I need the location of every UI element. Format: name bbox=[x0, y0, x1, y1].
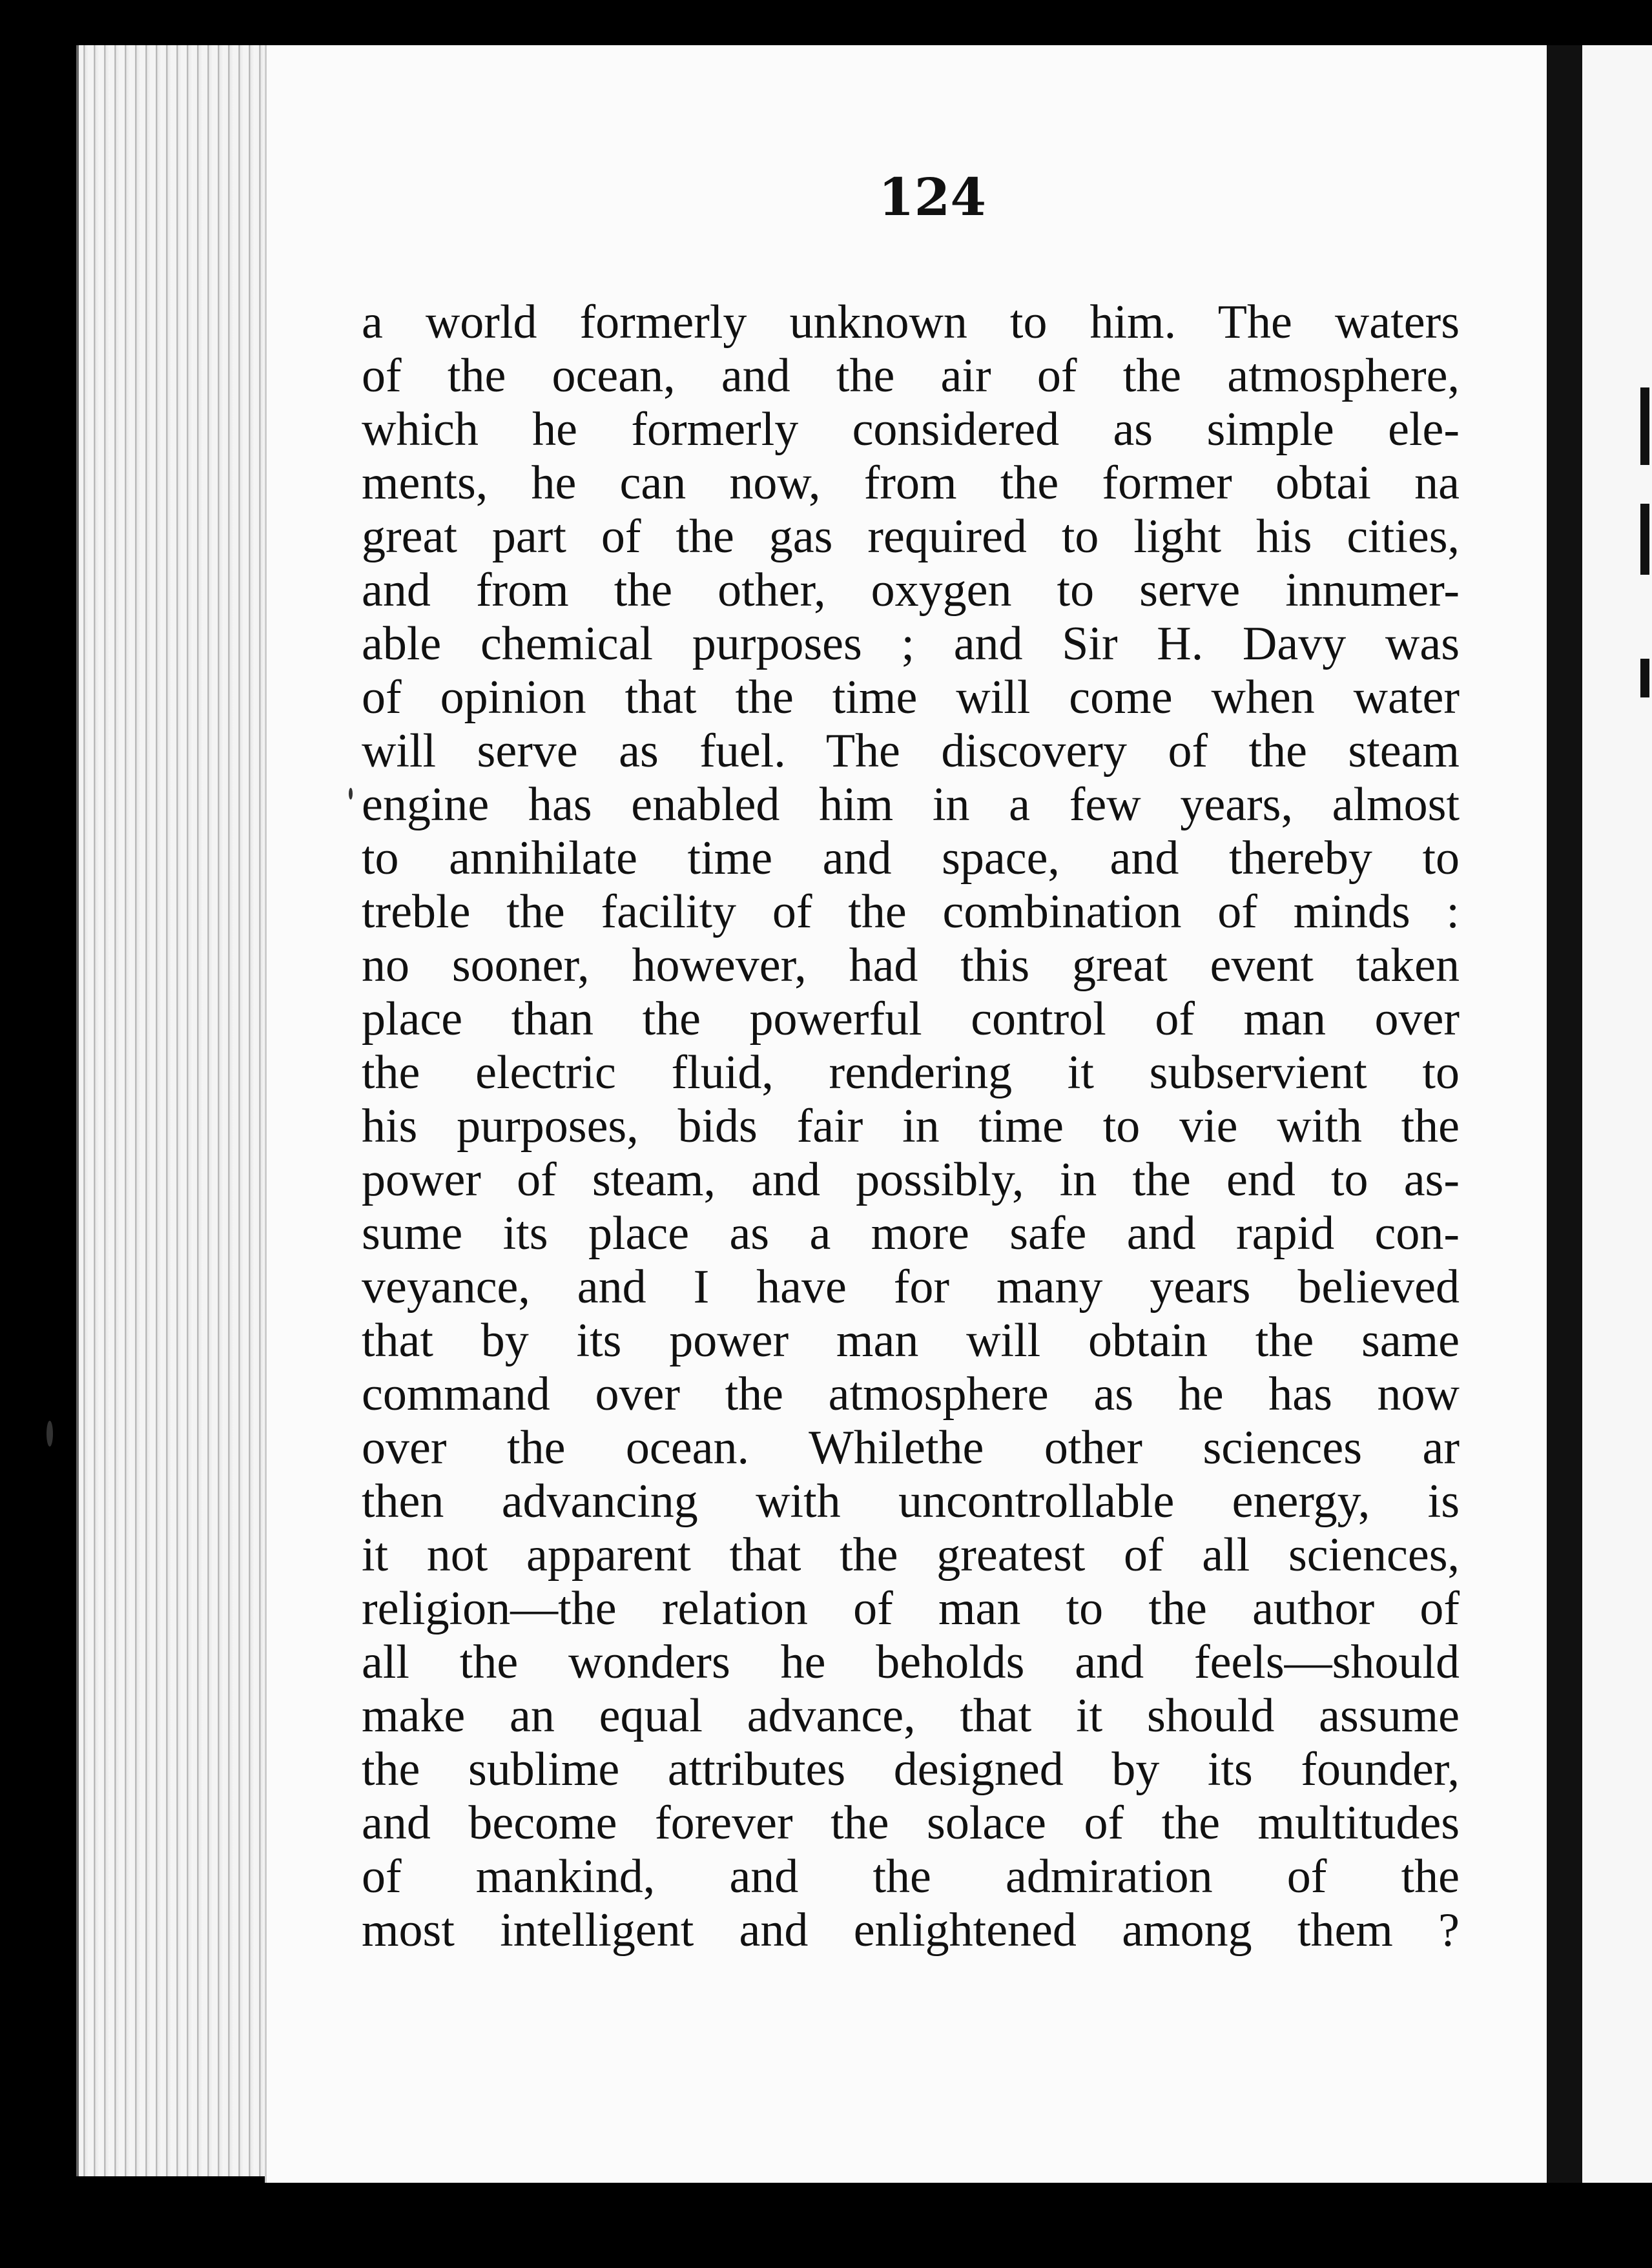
text-line: the sublime attributes designed by its founder, bbox=[362, 1743, 1460, 1796]
text-line: and from the other, oxygen to serve innumer- bbox=[362, 564, 1460, 617]
text-line: command over the atmosphere as he has now bbox=[362, 1368, 1460, 1421]
facing-page-ink-mark bbox=[1640, 387, 1649, 465]
text-line: religion—the relation of man to the author of bbox=[362, 1582, 1460, 1635]
text-line: make an equal advance, that it should assume bbox=[362, 1689, 1460, 1742]
text-line: all the wonders he beholds and feels—should bbox=[362, 1636, 1460, 1689]
scan-speck bbox=[349, 788, 353, 799]
text-line: of mankind, and the admiration of the bbox=[362, 1850, 1460, 1903]
text-line: most intelligent and enlightened among them ? bbox=[362, 1904, 1460, 1957]
text-line: the electric fluid, rendering it subservient to bbox=[362, 1046, 1460, 1099]
gutter-shadow bbox=[1547, 45, 1582, 2183]
text-line: able chemical purposes ; and Sir H. Davy was bbox=[362, 617, 1460, 670]
facing-page-ink-mark bbox=[1640, 504, 1649, 575]
text-line: that by its power man will obtain the same bbox=[362, 1314, 1460, 1367]
scan-border-bottom bbox=[0, 2183, 1652, 2268]
text-line: place than the powerful control of man over bbox=[362, 993, 1460, 1046]
text-line: great part of the gas required to light his cities, bbox=[362, 510, 1460, 563]
text-line: and become forever the solace of the multitudes bbox=[362, 1797, 1460, 1850]
text-line: engine has enabled him in a few years, almost bbox=[362, 778, 1460, 831]
page-edges-stack bbox=[76, 45, 273, 2176]
text-line: his purposes, bids fair in time to vie with the bbox=[362, 1100, 1460, 1153]
text-line: over the ocean. Whilethe other sciences ar bbox=[362, 1421, 1460, 1474]
text-line: sume its place as a more safe and rapid con- bbox=[362, 1207, 1460, 1260]
text-line: it not apparent that the greatest of all sciences, bbox=[362, 1529, 1460, 1582]
text-line: a world formerly unknown to him. The waters bbox=[362, 296, 1460, 349]
facing-page-ink-mark bbox=[1640, 659, 1649, 697]
text-line: power of steam, and possibly, in the end to as- bbox=[362, 1153, 1460, 1206]
scan-speck bbox=[46, 1421, 53, 1447]
text-line: of the ocean, and the air of the atmosphere, bbox=[362, 349, 1460, 402]
text-line: then advancing with uncontrollable energy, is bbox=[362, 1475, 1460, 1528]
text-line: ments, he can now, from the former obtai na bbox=[362, 457, 1460, 510]
text-line: will serve as fuel. The discovery of the steam bbox=[362, 725, 1460, 778]
text-line: veyance, and I have for many years believed bbox=[362, 1261, 1460, 1314]
page-number: 124 bbox=[878, 167, 986, 227]
text-line: which he formerly considered as simple ele- bbox=[362, 403, 1460, 456]
body-text bbox=[362, 296, 1460, 1957]
facing-page-sliver bbox=[1582, 45, 1652, 2183]
text-line: of opinion that the time will come when water bbox=[362, 671, 1460, 724]
text-line: no sooner, however, had this great event taken bbox=[362, 939, 1460, 992]
text-line: treble the facility of the combination of minds : bbox=[362, 885, 1460, 938]
text-line: to annihilate time and space, and thereby to bbox=[362, 832, 1460, 885]
